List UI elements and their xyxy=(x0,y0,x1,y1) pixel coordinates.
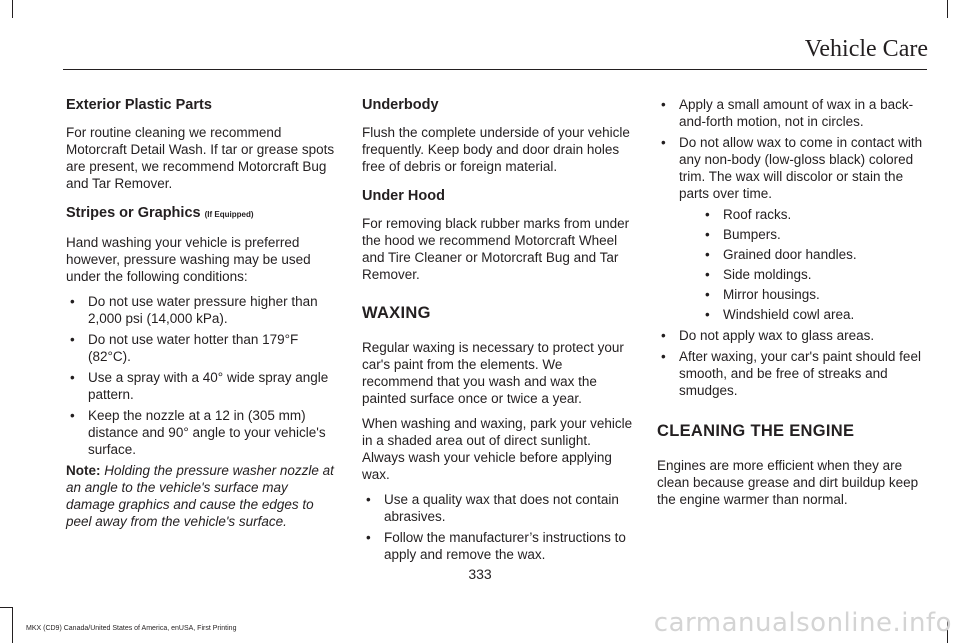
bullet-icon: • xyxy=(705,307,710,322)
list-item-text: Do not use water pressure higher than 2,000 psi (14,000 kPa). xyxy=(88,294,318,326)
paragraph-underbody: Flush the complete underside of your vehicle frequently. Keep body and door drain holes free of debris or foreign material. xyxy=(362,125,630,174)
paragraph-exterior: For routine cleaning we recommend Motorcraft Detail Wash. If tar or grease spots are present, we recommend Motorcraft Bug and Tar Remover. xyxy=(66,125,335,191)
crop-mark-bottom-left-h xyxy=(0,607,13,608)
bullet-icon: • xyxy=(705,227,710,242)
bullet-icon: • xyxy=(661,97,666,112)
list-item-text: Do not allow wax to come in contact with any non-body (low-gloss black) colored trim. The wax will discolor or stain the parts over time. xyxy=(679,135,923,201)
crop-mark-top-right xyxy=(947,0,948,18)
bullet-icon: • xyxy=(705,207,710,222)
heading-stripes-graphics xyxy=(66,204,338,224)
crop-mark-top-left xyxy=(12,0,13,18)
heading-stripes-sub: (If Equipped) xyxy=(204,210,254,219)
list-item xyxy=(66,331,338,365)
nested-list-item xyxy=(701,306,929,323)
list-item-text: Apply a small amount of wax in a back-and-forth motion, not in circles. xyxy=(679,97,914,129)
note-text: Holding the pressure washer nozzle at an angle to the vehicle's surface may damage graphics and cause the edges to peel away from the vehicle's surface. xyxy=(66,463,334,529)
pressure-wash-list xyxy=(66,293,338,458)
paragraph-waxing-2: When washing and waxing, park your vehicle in a shaded area out of direct sunlight. Always wash your vehicle before applying wax. xyxy=(362,416,633,482)
page-title: Vehicle Care xyxy=(804,36,928,62)
nested-list-item xyxy=(701,266,929,283)
heading-underbody: Underbody xyxy=(362,97,439,113)
list-item xyxy=(657,327,929,344)
nested-list-item-text: Mirror housings. xyxy=(723,287,820,302)
list-item-text: Use a quality wax that does not contain abrasives. xyxy=(384,492,619,524)
nested-list-item xyxy=(701,246,929,263)
crop-mark-bottom-left xyxy=(12,607,13,643)
bullet-icon: • xyxy=(705,247,710,262)
bullet-icon: • xyxy=(661,135,666,150)
nested-list-item xyxy=(701,286,929,303)
heading-under-hood: Under Hood xyxy=(362,188,445,204)
list-item-text: Do not use water hotter than 179°F (82°C). xyxy=(88,332,299,364)
heading-stripes-text: Stripes or Graphics xyxy=(66,205,201,221)
watermark-logo: carmanualsonline.info xyxy=(653,608,952,638)
list-item xyxy=(66,407,338,458)
bullet-icon: • xyxy=(661,349,666,364)
nested-list-item-text: Windshield cowl area. xyxy=(723,307,855,322)
bullet-icon: • xyxy=(366,492,371,507)
column-2 xyxy=(362,96,634,567)
nested-list-item-text: Side moldings. xyxy=(723,267,812,282)
paragraph-stripes: Hand washing your vehicle is preferred however, pressure washing may be used under the following conditions: xyxy=(66,235,311,284)
trim-parts-list xyxy=(679,206,929,323)
list-item-text: Use a spray with a 40° wide spray angle pattern. xyxy=(88,370,329,402)
list-item xyxy=(657,134,929,323)
bullet-icon: • xyxy=(705,267,710,282)
nested-list-item xyxy=(701,226,929,243)
bullet-icon: • xyxy=(366,530,371,545)
bullet-icon: • xyxy=(661,328,666,343)
list-item xyxy=(362,491,634,525)
list-item xyxy=(66,369,338,403)
column-1 xyxy=(66,96,338,538)
footer-edition: MKX (CD9) Canada/United States of America, enUSA, First Printing xyxy=(26,625,237,632)
paragraph-waxing-1: Regular waxing is necessary to protect your car's paint from the elements. We recommend that you wash and wax the painted surface once or twice a year. xyxy=(362,340,624,406)
note-label: Note: xyxy=(66,463,101,478)
heading-exterior-plastic-parts: Exterior Plastic Parts xyxy=(66,97,212,113)
waxing-list-continued xyxy=(657,96,929,399)
column-3 xyxy=(657,96,929,516)
heading-waxing: WAXING xyxy=(362,304,431,322)
header-divider xyxy=(63,69,927,70)
bullet-icon: • xyxy=(70,332,75,347)
bullet-icon: • xyxy=(705,287,710,302)
note-paragraph xyxy=(66,462,338,530)
list-item xyxy=(362,529,634,563)
waxing-list xyxy=(362,491,634,563)
paragraph-under-hood: For removing black rubber marks from under the hood we recommend Motorcraft Wheel and Tire Cleaner or Motorcraft Bug and Tar Remover. xyxy=(362,216,630,282)
nested-list-item-text: Roof racks. xyxy=(723,207,792,222)
page-number: 333 xyxy=(468,566,492,582)
list-item-text: Follow the manufacturer’s instructions to apply and remove the wax. xyxy=(384,530,626,562)
list-item-text: After waxing, your car's paint should feel smooth, and be free of streaks and smudges. xyxy=(679,349,921,398)
bullet-icon: • xyxy=(70,370,75,385)
nested-list-item-text: Bumpers. xyxy=(723,227,781,242)
heading-cleaning-engine: CLEANING THE ENGINE xyxy=(657,422,855,440)
bullet-icon: • xyxy=(70,294,75,309)
list-item xyxy=(657,348,929,399)
nested-list-item-text: Grained door handles. xyxy=(723,247,857,262)
nested-list-item xyxy=(701,206,929,223)
bullet-icon: • xyxy=(70,408,75,423)
list-item-text: Do not apply wax to glass areas. xyxy=(679,328,875,343)
list-item-text: Keep the nozzle at a 12 in (305 mm) distance and 90° angle to your vehicle's surface. xyxy=(88,408,326,457)
list-item xyxy=(657,96,929,130)
paragraph-engine: Engines are more efficient when they are clean because grease and dirt buildup keep the engine warmer than normal. xyxy=(657,458,919,507)
list-item xyxy=(66,293,338,327)
